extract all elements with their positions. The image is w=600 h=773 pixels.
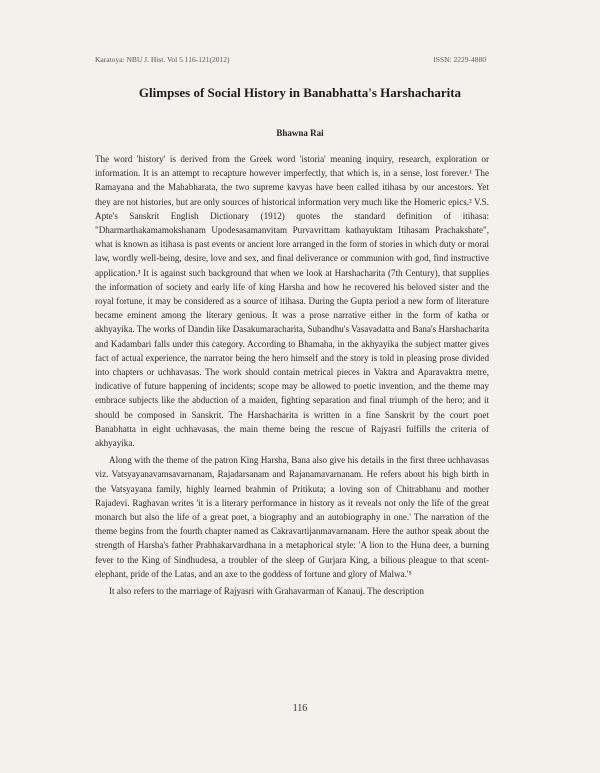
- paragraph-2: Along with the theme of the patron King Harsha, Bana also give his details in the first three uchhavasas viz. Vatsyayanavamsavarnanam, Rajadarsanam and Rajanamavarnanam. He refers about his high birth in the Vatsyayana family, highly learned brahmin of Pritikuta; a loving son of Chitrabhanu and mother Rajadevi. Raghavan writes 'it is a literary performance in history as it reveals not only the life of the great monarch but also the life of a great poet, a biography and an autobiography in one.' The narration of the theme begins from the fourth chapter named as Cakravartijanmavarnanam. Here the author speak about the strength of Harsha's father Prabhakarvardhana in a metaphorical style: 'A lion to the Huna deer, a burning fever to the King of Sindhudesa, a troubler of the sleep of Gurjara King, a bilious pleague to that scent-elephant, pride of the Latas, and an axe to the goddess of fortune and glory of Malwa.'⁵: [95, 455, 489, 579]
- page-number: 116: [292, 703, 308, 714]
- issn: ISSN: 2229-4880: [433, 55, 486, 64]
- author-name: Bhawna Rai: [276, 128, 324, 138]
- article-title: Glimpses of Social History in Banabhatta's Harshacharita: [138, 85, 462, 100]
- paragraph-3: It also refers to the marriage of Rajyasri with Grahavarman of Kanauj. The description: [109, 586, 424, 597]
- journal-citation: Karatoya: NBU J. Hist. Vol 5 116-121(2012): [95, 55, 230, 64]
- running-header: [95, 55, 486, 64]
- article-body: [95, 152, 489, 598]
- paragraph-1: The word 'history' is derived from the Greek word 'istoria' meaning inquiry, research, exploration or information. It is an attempt to recapture however imperfectly, that which is, in a sense, lost forever.¹ The Ramayana and the Mahabharata, the two supreme kavyas have been called itihasa by our ancestors. Yet they are not histories, but are only sources of historical information very much like the Homeric epics.² V.S. Apte's Sanskrit English Dictionary (1912) quotes the standard definition of itihasa: "Dharmarthakamamokshanam Upodesasamanvitam Purvavrittam kathayuktam Itihasam Prachakshate", what is known as itihasa is past events or ancient lore arranged in the form of stories in which duty or moral law, wordly well-being, desire, love and sex, and final deliverance or communion with god, find instructive application.³ It is against such background that when we look at Harshacharita (7th Century), that supplies the information of society and early life of king Harsha and how he recovered his beloved sister and the royal fortune, it may be considered as a source of itihasa. During the Gupta period a new form of literature became eminent among the literary genious. It was a prose narrative either in the form of katha or akhyayika. The works of Dandin like Dasakumaracharita, Subandhu's Vasavadatta and Bana's Harshacharita and Kadambari falls under this category. According to Bhamaha, in the akhyayika the subject matter gives fact of actual experience, the narrator being the hero himself and the story is told in pleasing prose divided into chapters or uchhavasas. The work should contain metrical pieces in Vaktra and Aparavaktra metre, indicative of future happening of incidents; scope may be allowed to poetic invention, and the theme may embrace subjects like the abduction of a maiden, fighting separation and final triumph of the hero; and it should be composed in Sanskrit. The Harshacharita is written in a fine Sanskrit by the court poet Banabhatta in eight uchhavasas, the main theme being the rescue of Rajyasri fulfills the criteria of akhyayika.: [95, 154, 489, 449]
